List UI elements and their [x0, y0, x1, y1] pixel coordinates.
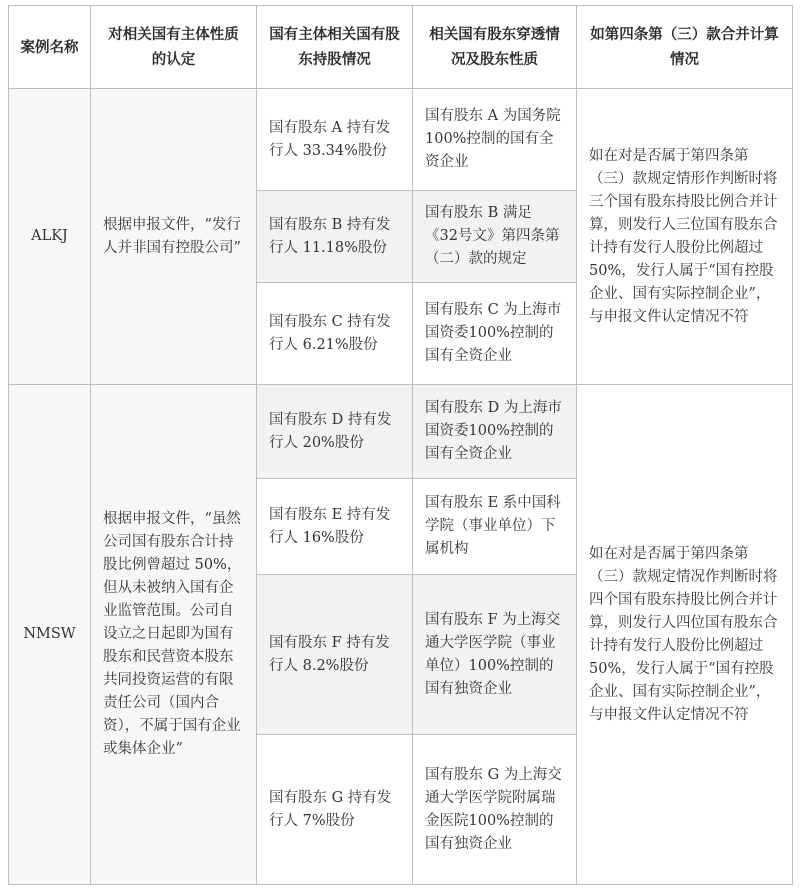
combined-cell: 如在对是否属于第四条第（三）款规定情况作判断时将四个国有股东持股比例合并计算，则发行人四位国有股东合计持有发行人股份比例超过50%，发行人属于“国有控股企业、国有实际控制企业”，与申报文件认定情况不符 [577, 385, 793, 885]
header-holding: 国有主体相关国有股东持股情况 [257, 6, 413, 89]
penetration-cell: 国有股东 A 为国务院100%控制的国有全资企业 [413, 89, 577, 191]
header-combined: 如第四条第（三）款合并计算情况 [577, 6, 793, 89]
header-case-name: 案例名称 [9, 6, 91, 89]
header-determination: 对相关国有主体性质的认定 [91, 6, 257, 89]
penetration-cell: 国有股东 E 系中国科学院（事业单位）下属机构 [413, 479, 577, 575]
holding-cell: 国有股东 E 持有发行人 16%股份 [257, 479, 413, 575]
penetration-cell: 国有股东 G 为上海交通大学医学院附属瑞金医院100%控制的国有独资企业 [413, 735, 577, 885]
holding-cell: 国有股东 D 持有发行人 20%股份 [257, 385, 413, 479]
determination-cell: 根据申报文件，“虽然公司国有股东合计持股比例曾超过 50%，但从未被纳入国有企业监管范围。公司自设立之日起即为国有股东和民营资本股东共同投资运营的有限责任公司（国内合资），不属于国有企业或集体企业” [91, 385, 257, 885]
state-shareholder-table [8, 5, 793, 885]
penetration-cell: 国有股东 B 满足《32号文》第四条第（二）款的规定 [413, 191, 577, 283]
case-name-cell: ALKJ [9, 89, 91, 385]
table-header-row [9, 6, 793, 89]
holding-cell: 国有股东 A 持有发行人 33.34%股份 [257, 89, 413, 191]
holding-cell: 国有股东 G 持有发行人 7%股份 [257, 735, 413, 885]
table-row [9, 385, 793, 479]
case-name-cell: NMSW [9, 385, 91, 885]
penetration-cell: 国有股东 D 为上海市国资委100%控制的国有全资企业 [413, 385, 577, 479]
penetration-cell: 国有股东 C 为上海市国资委100%控制的国有全资企业 [413, 283, 577, 385]
holding-cell: 国有股东 B 持有发行人 11.18%股份 [257, 191, 413, 283]
determination-cell: 根据申报文件，“发行人并非国有控股公司” [91, 89, 257, 385]
holding-cell: 国有股东 F 持有发行人 8.2%股份 [257, 575, 413, 735]
header-penetration: 相关国有股东穿透情况及股东性质 [413, 6, 577, 89]
penetration-cell: 国有股东 F 为上海交通大学医学院（事业单位）100%控制的国有独资企业 [413, 575, 577, 735]
holding-cell: 国有股东 C 持有发行人 6.21%股份 [257, 283, 413, 385]
combined-cell: 如在对是否属于第四条第（三）款规定情形作判断时将三个国有股东持股比例合并计算，则发行人三位国有股东合计持有发行人股份比例超过50%，发行人属于“国有控股企业、国有实际控制企业”，与申报文件认定情况不符 [577, 89, 793, 385]
table-row [9, 89, 793, 191]
